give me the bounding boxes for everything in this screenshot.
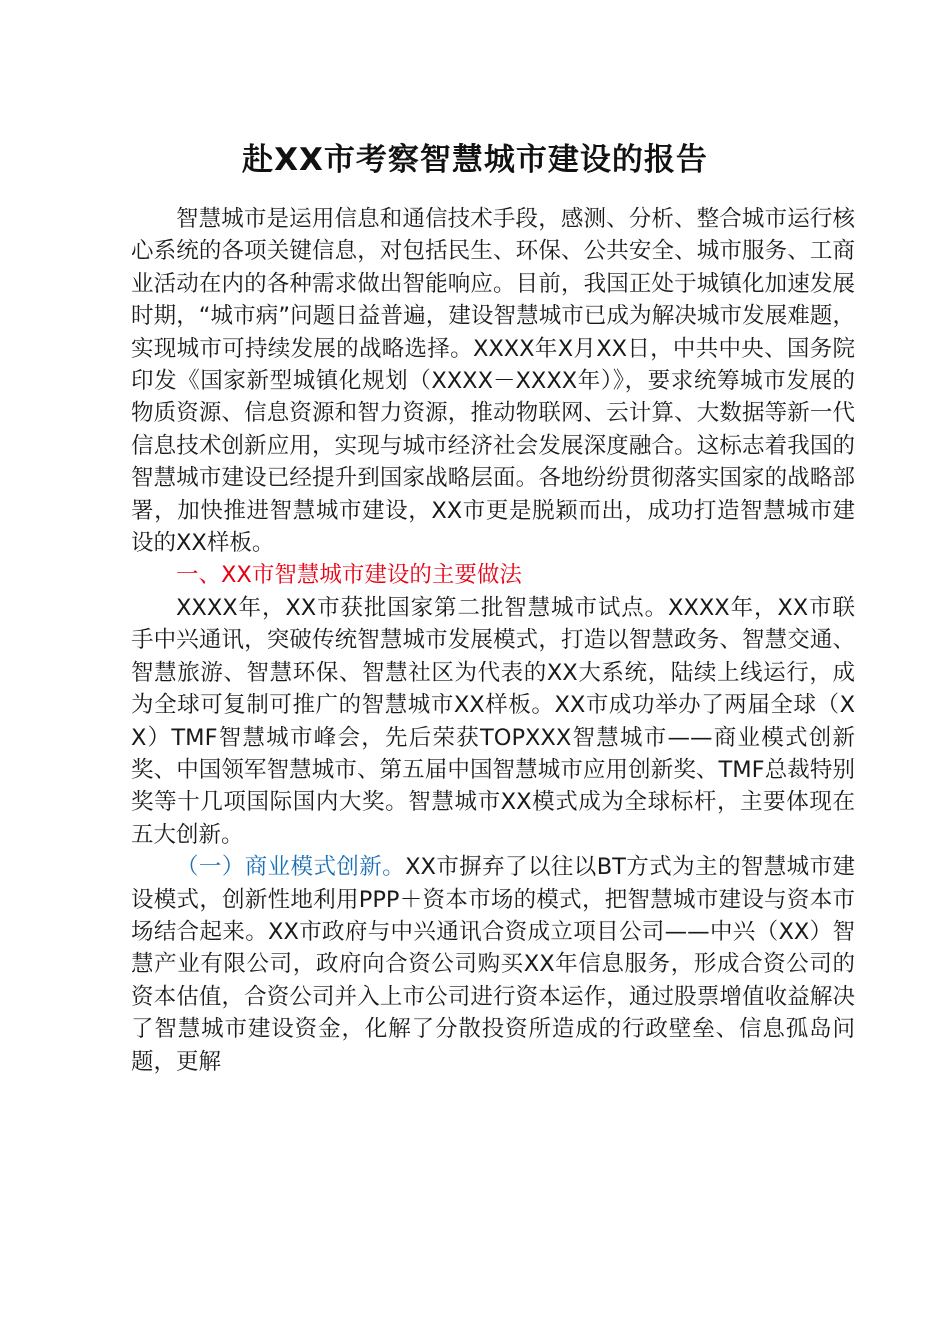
intro-paragraph: 智慧城市是运用信息和通信技术手段，感测、分析、整合城市运行核心系统的各项关键信息，对包括民生、环保、公共安全、城市服务、工商业活动在内的各种需求做出智能响应。目前，我国正处于城镇化加速发展时期，“城市病”问题日益普遍，建设智慧城市已成为解决城市发展难题，实现城市可持续发展的战略选择。XXXX年X月XX日，中共中央、国务院印发《国家新型城镇化规划（XXXX－XXXX年）》，要求统筹城市发展的物质资源、信息资源和智力资源，推动物联网、云计算、大数据等新一代信息技术创新应用，实现与城市经济社会发展深度融合。这标志着我国的智慧城市建设已经提升到国家战略层面。各地纷纷贯彻落实国家的战略部署，加快推进智慧城市建设，XX市更是脱颖而出，成功打造智慧城市建设的XX样板。 <box>131 206 855 557</box>
subsection-heading-business-model: （一）商业模式创新。 <box>176 854 406 881</box>
document-title: 赴XX市考察智慧城市建设的报告 <box>242 142 708 178</box>
document-body <box>131 203 855 1078</box>
subsection-text-business-model: XX市摒弃了以往以BT方式为主的智慧城市建设模式，创新性地利用PPP＋资本市场的模式，把智慧城市建设与资本市场结合起来。XX市政府与中兴通讯合资成立项目公司——中兴（XX）智慧产业有限公司，政府向合资公司购买XX年信息服务，形成合资公司的资本估值，合资公司并入上市公司进行资本运作，通过股票增值收益解决了智慧城市建设资金，化解了分散投资所造成的行政壁垒、信息孤岛问题，更解 <box>131 854 855 1075</box>
section-heading-main-practices: 一、XX市智慧城市建设的主要做法 <box>176 562 522 589</box>
section-paragraph-overview: XXXX年，XX市获批国家第二批智慧城市试点。XXXX年，XX市联手中兴通讯，突破传统智慧城市发展模式，打造以智慧政务、智慧交通、智慧旅游、智慧环保、智慧社区为代表的XX大系统，陆续上线运行，成为全球可复制可推广的智慧城市XX样板。XX市成功举办了两届全球（XX）TMF智慧城市峰会，先后荣获TOPXXX智慧城市——商业模式创新奖、中国领军智慧城市、第五届中国智慧城市应用创新奖、TMF总裁特别奖等十几项国际国内大奖。智慧城市XX模式成为全球标杆，主要体现在五大创新。 <box>131 594 855 848</box>
subsection-paragraph-business-model <box>131 851 855 1078</box>
